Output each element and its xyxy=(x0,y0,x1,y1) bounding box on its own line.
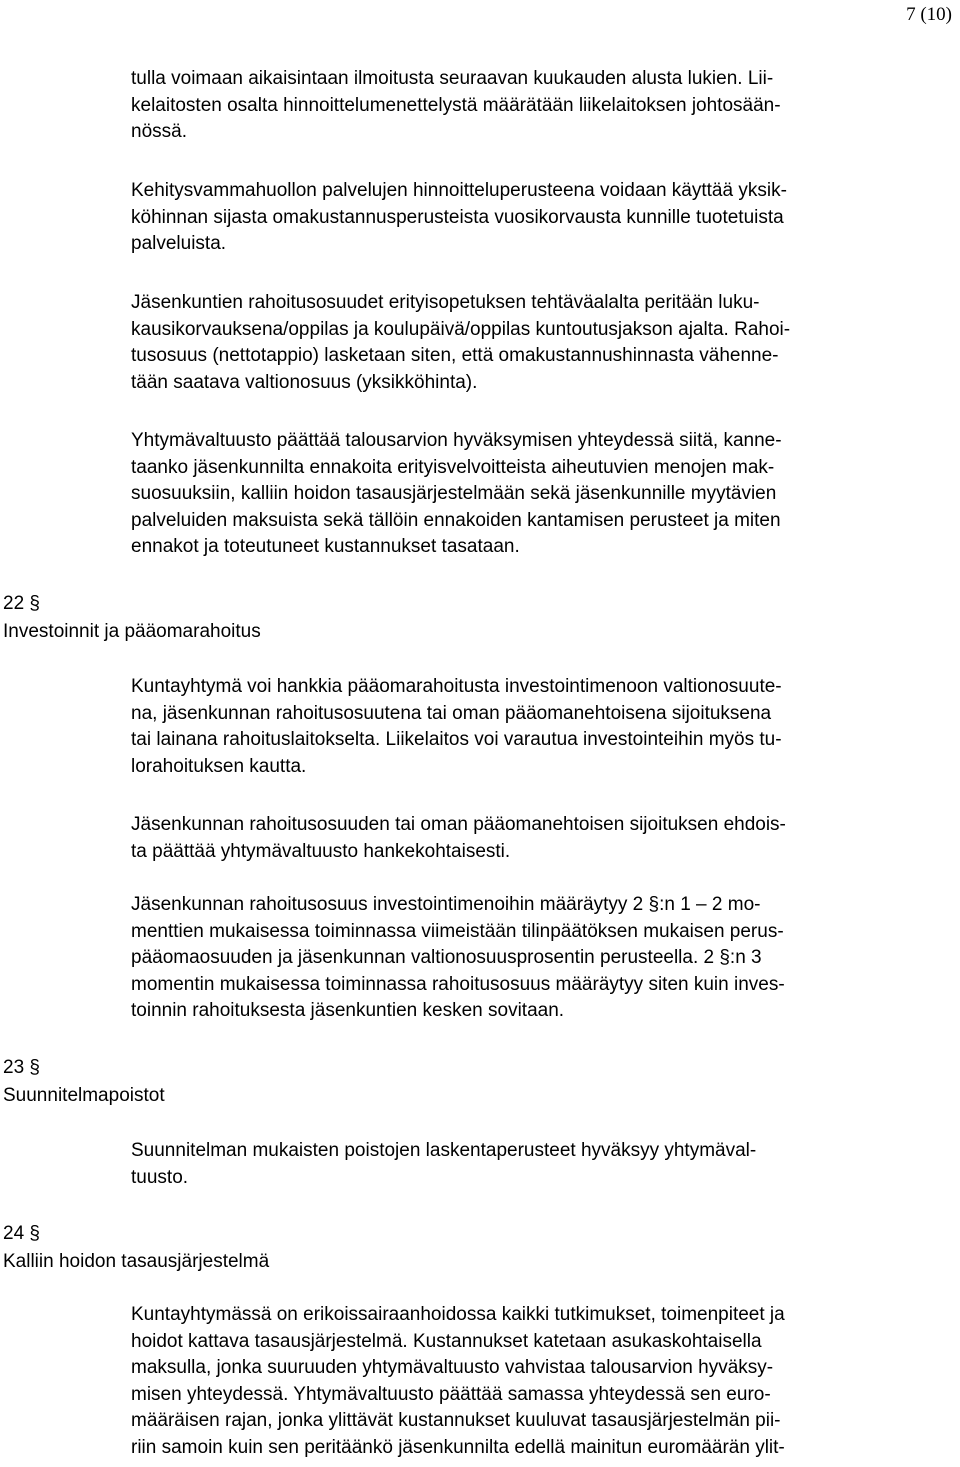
page-number: 7 (10) xyxy=(906,4,952,25)
paragraph-voimaantulo: tulla voimaan aikaisintaan ilmoitusta seuraavan kuukauden alusta lukien. Lii- kelaitosten osalta hinnoittelumenettelystä määrätään liikelaitoksen johtosään- nössä. xyxy=(131,68,781,142)
paragraph-rahoitusosuus-maaraytyminen: Jäsenkunnan rahoitusosuus investointimenoihin määräytyy 2 §:n 1 – 2 mo- menttien mukaisessa toiminnassa viimeistään tilinpäätöksen mukaisen perus- pääomaosuuden ja jäsenkunnan valtionosuusprosentin perusteella. 2 §:n 3 momentin mukaisessa toiminnassa rahoitusosuus määräytyy siten kuin inves- toinnin rahoituksesta jäsenkuntien kesken sovitaan. xyxy=(131,894,785,1021)
paragraph-tasausjarjestelma: Kuntayhtymässä on erikoissairaanhoidossa kaikki tutkimukset, toimenpiteet ja hoidot kattava tasausjärjestelmä. Kustannukset katetaan asukaskohtaisella maksulla, jonka suuruuden yhtymävaltuusto vahvistaa talousarvion hyväksy- misen yhteydessä. Yhtymävaltuusto päättää samassa yhteydessä sen euro- määräisen rajan, jonka ylittävät kustannukset kuuluvat tasausjärjestelmän pii- riin samoin kuin sen peritäänkö jäsenkunnilta edellä mainitun euromäärän ylit- xyxy=(131,1304,785,1458)
section-number: 22 § xyxy=(3,593,40,614)
paragraph-paaomarahoitus: Kuntayhtymä voi hankkia pääomarahoitusta investointimenoon valtionosuute- na, jäsenkunnan rahoitusosuutena tai oman pääomanehtoisena sijoituksena tai lainana rahoituslaitokselta. Liikelaitos voi varautua investointeihin myös tu- lorahoituksen kautta. xyxy=(131,676,782,777)
section-title: Investoinnit ja pääomarahoitus xyxy=(3,621,261,642)
section-heading-24 xyxy=(3,1220,269,1276)
section-title: Suunnitelmapoistot xyxy=(3,1085,165,1106)
section-heading-22 xyxy=(3,590,261,646)
section-number: 23 § xyxy=(3,1057,40,1078)
paragraph-ennakot: Yhtymävaltuusto päättää talousarvion hyväksymisen yhteydessä siitä, kanne- taanko jäsenkunnilta ennakoita erityisvelvoitteista aiheutuvien menojen mak- suosuuksiin, kalliin hoidon tasausjärjestelmään sekä jäsenkunnille myytävien palveluiden maksuista sekä tällöin ennakoiden kantamisen perusteet ja miten ennakot ja toteutuneet kustannukset tasataan. xyxy=(131,430,782,557)
paragraph-poistot: Suunnitelman mukaisten poistojen laskentaperusteet hyväksyy yhtymäval- tuusto. xyxy=(131,1140,757,1188)
section-title: Kalliin hoidon tasausjärjestelmä xyxy=(3,1251,270,1272)
paragraph-rahoitusosuuden-ehdot: Jäsenkunnan rahoitusosuuden tai oman pääomanehtoisen sijoituksen ehdois- ta päättää yhtymävaltuusto hankekohtaisesti. xyxy=(131,814,786,862)
paragraph-erityisopetus: Jäsenkuntien rahoitusosuudet erityisopetuksen tehtäväalalta peritään luku- kausikorvauksena/oppilas ja koulupäivä/oppilas kuntoutusjakson ajalta. Rahoi- tusosuus (nettotappio) lasketaan siten, että omakustannushinnasta vähenne- tään saatava valtionosuus (yksikköhinta). xyxy=(131,292,791,393)
section-number: 24 § xyxy=(3,1223,40,1244)
section-heading-23 xyxy=(3,1054,165,1110)
paragraph-kehitysvammahuolto: Kehitysvammahuollon palvelujen hinnoitteluperusteena voidaan käyttää yksik- köhinnan sijasta omakustannusperusteista vuosikorvausta kunnille tuotetuista palveluista. xyxy=(131,180,787,254)
